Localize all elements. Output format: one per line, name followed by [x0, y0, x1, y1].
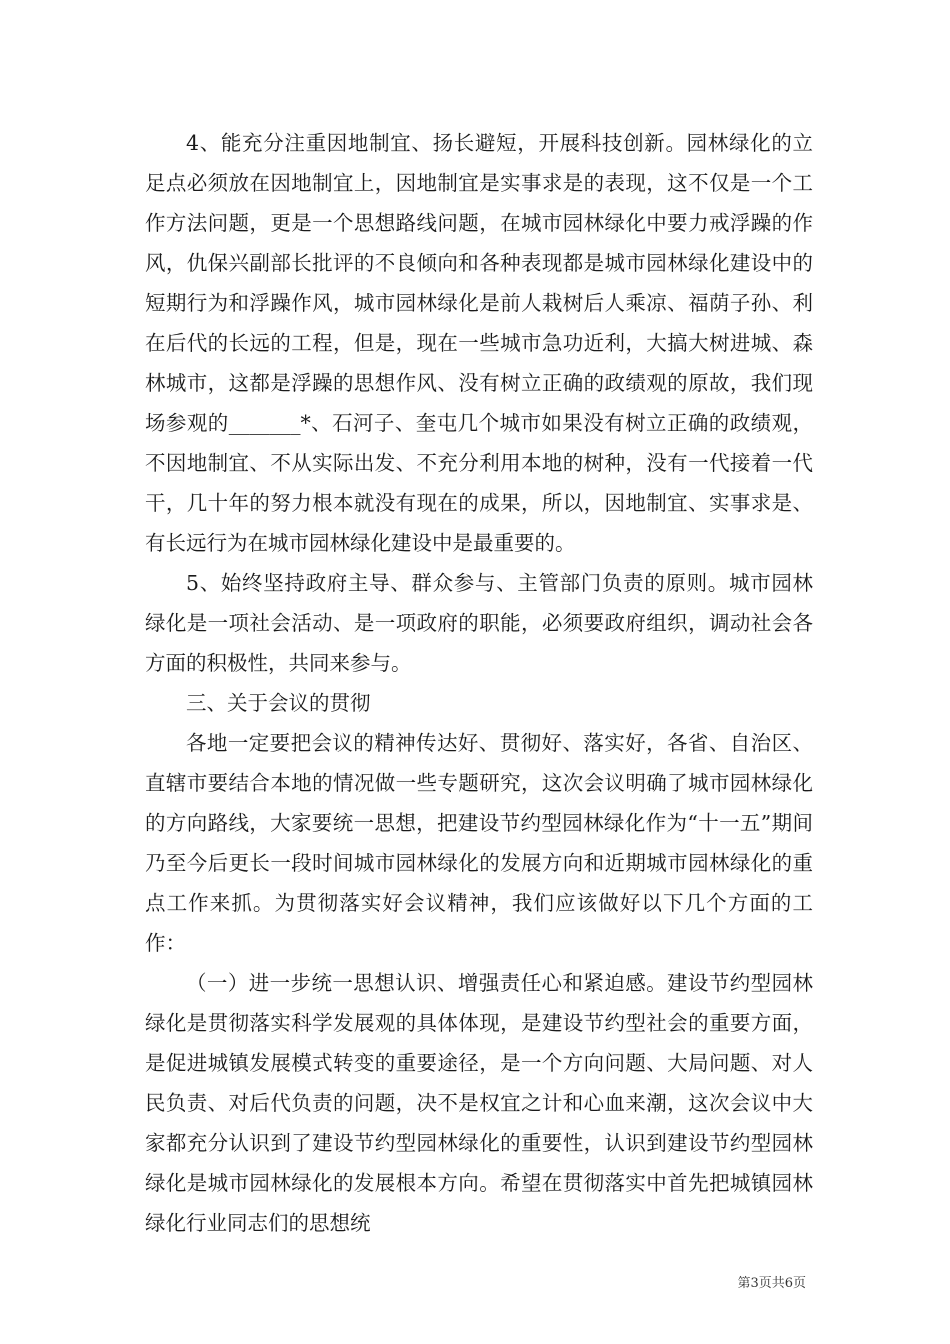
- section-heading-3: 三、关于会议的贯彻: [186, 691, 371, 715]
- page-number: 第3页共6页: [737, 1276, 806, 1291]
- paragraph-implementation: 各地一定要把会议的精神传达好、贯彻好、落实好，各省、自治区、直辖市要结合本地的情况做一些专题研究，这次会议明确了城市园林绿化的方向路线，大家要统一思想，把建设节约型园林绿化作为“十一五”期间乃至今后更长一段时间城市园林绿化的发展方向和近期城市园林绿化的重点工作来抓。为贯彻落实好会议精神，我们应该做好以下几个方面的工作：: [145, 731, 813, 955]
- document-body: [145, 123, 813, 1243]
- paragraph-point-5: 5、始终坚持政府主导、群众参与、主管部门负责的原则。城市园林绿化是一项社会活动、是一项政府的职能，必须要政府组织，调动社会各方面的积极性，共同来参与。: [145, 571, 813, 675]
- paragraph-item-1: （一）进一步统一思想认识、增强责任心和紧迫感。建设节约型园林绿化是贯彻落实科学发展观的具体体现，是建设节约型社会的重要方面，是促进城镇发展模式转变的重要途径，是一个方向问题、大局问题、对人民负责、对后代负责的问题，决不是权宜之计和心血来潮，这次会议中大家都充分认识到了建设节约型园林绿化的重要性，认识到建设节约型园林绿化是城市园林绿化的发展根本方向。希望在贯彻落实中首先把城镇园林绿化行业同志们的思想统: [145, 971, 813, 1235]
- paragraph-point-4: 4、能充分注重因地制宜、扬长避短，开展科技创新。园林绿化的立足点必须放在因地制宜上，因地制宜是实事求是的表现，这不仅是一个工作方法问题，更是一个思想路线问题，在城市园林绿化中要力戒浮躁的作风，仇保兴副部长批评的不良倾向和各种表现都是城市园林绿化建设中的短期行为和浮躁作风，城市园林绿化是前人栽树后人乘凉、福荫子孙、利在后代的长远的工程，但是，现在一些城市急功近利，大搞大树进城、森林城市，这都是浮躁的思想作风、没有树立正确的政绩观的原故，我们现场参观的_______*、石河子、奎屯几个城市如果没有树立正确的政绩观，不因地制宜、不从实际出发、不充分利用本地的树种，没有一代接着一代干，几十年的努力根本就没有现在的成果，所以，因地制宜、实事求是、有长远行为在城市园林绿化建设中是最重要的。: [145, 131, 813, 555]
